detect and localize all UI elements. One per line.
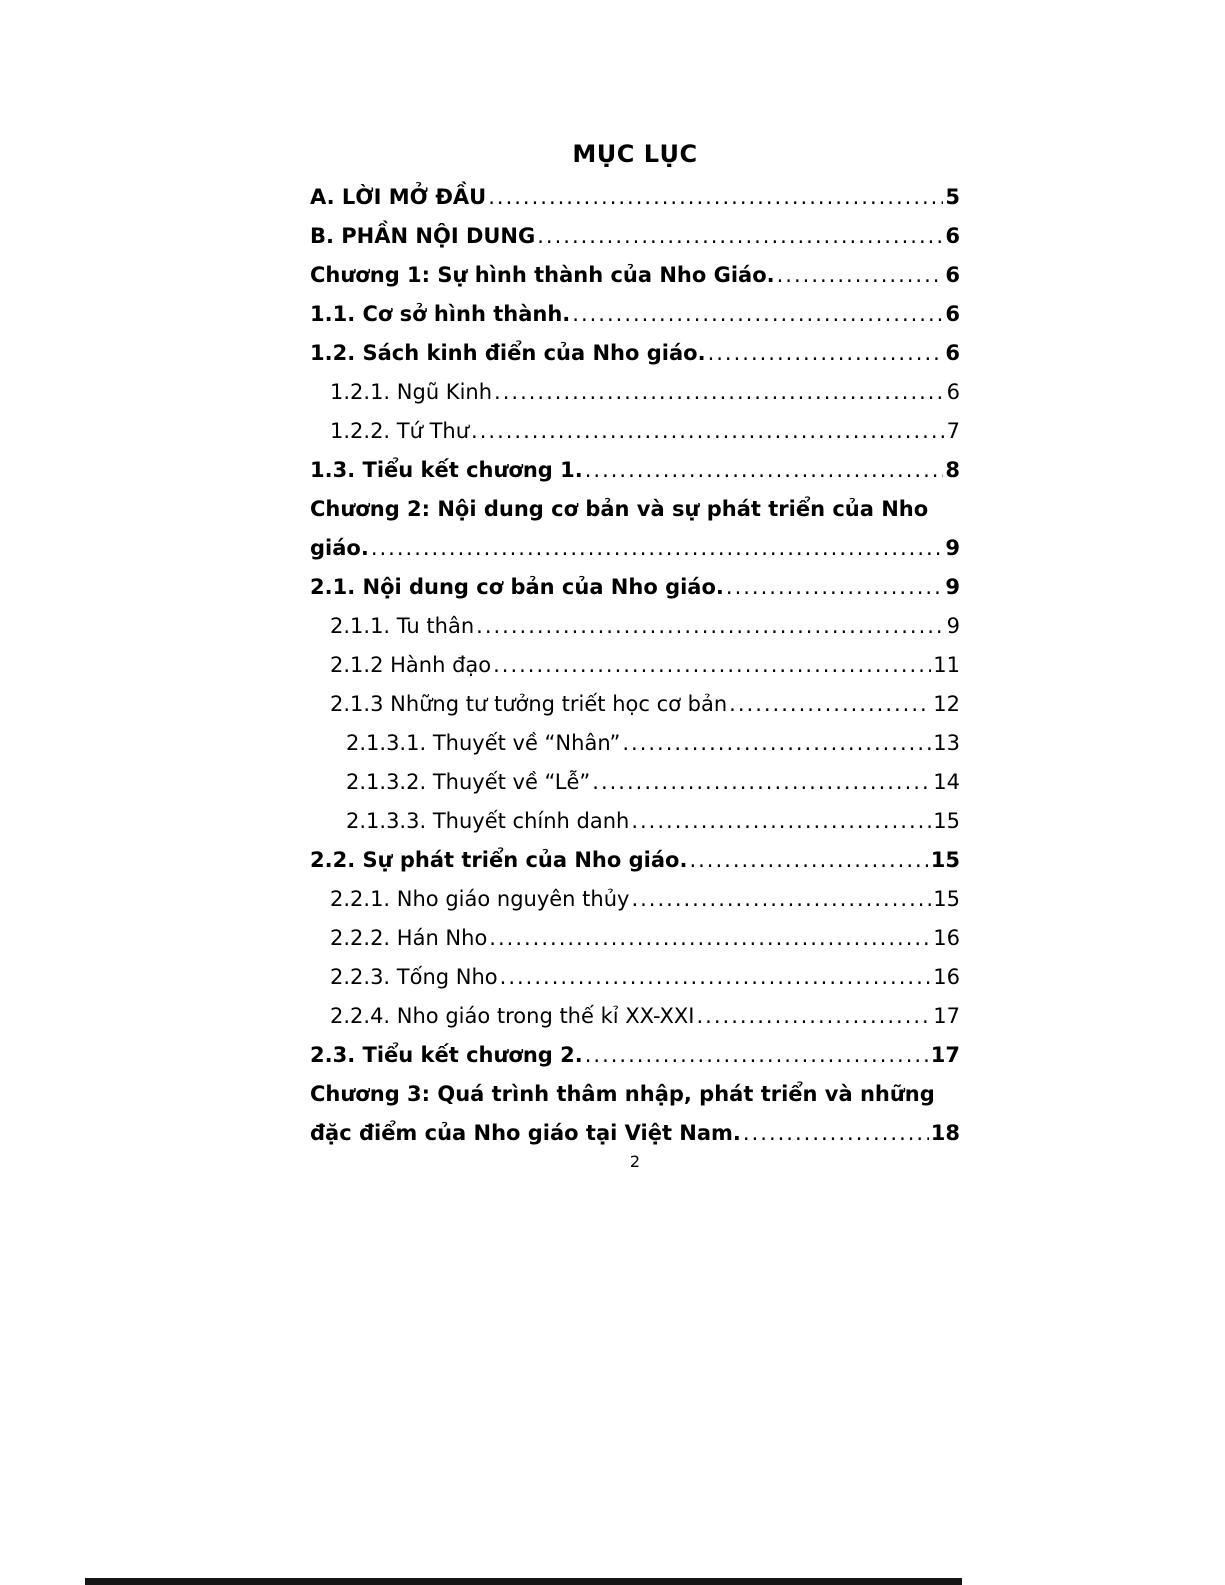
toc-entry-page: 6: [945, 302, 960, 326]
toc-entry: [310, 490, 960, 568]
dot-leader: [592, 763, 931, 802]
toc-entry-label: Chương 1: Sự hình thành của Nho Giáo.: [310, 263, 775, 287]
dot-leader: [489, 919, 931, 958]
toc-entry-label: B. PHẦN NỘI DUNG: [310, 224, 536, 248]
toc-entry-page: 6: [946, 380, 960, 404]
toc-entry-page: 15: [930, 848, 960, 872]
toc-entry: [310, 1036, 960, 1075]
toc-entry: [310, 880, 960, 919]
dot-leader: [631, 880, 931, 919]
toc-entry-label: 2.1.3 Những tư tưởng triết học cơ bản: [330, 692, 728, 716]
toc-entry-page: 9: [945, 575, 960, 599]
toc-entry: [310, 451, 960, 490]
toc-entry-label: 2.1.3.1. Thuyết về “Nhân”: [346, 731, 621, 755]
toc-entry-row: [310, 997, 960, 1036]
toc-entry-page: 9: [945, 536, 960, 560]
toc-entry: [310, 568, 960, 607]
toc-entry-label: 2.1. Nội dung cơ bản của Nho giáo.: [310, 575, 724, 599]
toc-entry: [310, 412, 960, 451]
toc-entry-label: đặc điểm của Nho giáo tại Việt Nam.: [310, 1121, 741, 1145]
toc-entry-row: [310, 958, 960, 997]
dot-leader: [371, 529, 944, 568]
toc-entry-row: [310, 724, 960, 763]
dot-leader: [585, 1036, 929, 1075]
toc-entry-page: 6: [945, 341, 960, 365]
dot-leader: [631, 802, 931, 841]
toc-entry-text-first-line: Chương 3: Quá trình thâm nhập, phát triển và những: [310, 1082, 935, 1106]
toc-entry-row: [310, 178, 960, 217]
dot-leader: [494, 373, 945, 412]
toc-entry-page: 6: [945, 263, 960, 287]
toc-entry-row: [310, 451, 960, 490]
dot-leader: [537, 217, 943, 256]
toc-entry-label: 2.2.1. Nho giáo nguyên thủy: [330, 887, 630, 911]
dot-leader: [476, 607, 944, 646]
toc-entry: [310, 763, 960, 802]
toc-entry: [310, 295, 960, 334]
toc-entry-label: 2.2. Sự phát triển của Nho giáo.: [310, 848, 688, 872]
toc-entry-row: [310, 841, 960, 880]
dot-leader: [697, 997, 932, 1036]
dot-leader: [726, 568, 943, 607]
toc-entry-row: [310, 217, 960, 256]
dot-leader: [500, 958, 932, 997]
toc-entry-page: 17: [930, 1043, 960, 1067]
dot-leader: [777, 256, 944, 295]
dot-leader: [743, 1114, 929, 1153]
toc-entry-page: 13: [933, 731, 960, 755]
toc-entry-label: 1.2.2. Tứ Thư: [330, 419, 470, 443]
dot-leader: [488, 178, 943, 217]
toc-entry-page: 7: [946, 419, 960, 443]
toc-entry-row: [310, 1036, 960, 1075]
toc-entry-page: 15: [933, 809, 960, 833]
toc-entry-page: 12: [933, 692, 960, 716]
dot-leader: [729, 685, 931, 724]
toc-entry-label: 1.3. Tiểu kết chương 1.: [310, 458, 583, 482]
toc-entry-row: [310, 1114, 960, 1153]
toc-entry-label: 2.1.3.2. Thuyết về “Lễ”: [346, 770, 591, 794]
toc-entry: [310, 919, 960, 958]
toc-entry-row: [310, 334, 960, 373]
toc-entry-label: 1.1. Cơ sở hình thành.: [310, 302, 571, 326]
toc-entry: [310, 802, 960, 841]
page-number-footer: 2: [629, 1152, 641, 1171]
toc-entry-label: 2.2.2. Hán Nho: [330, 926, 488, 950]
toc-entry: [310, 607, 960, 646]
next-page-edge: [85, 1578, 962, 1585]
toc-entry-row: [310, 685, 960, 724]
dot-leader: [493, 646, 931, 685]
toc-entry-page: 16: [933, 926, 960, 950]
toc-entry: [310, 334, 960, 373]
toc-entry: [310, 256, 960, 295]
toc-entry-label: 2.2.4. Nho giáo trong thế kỉ XX-XXI: [330, 1004, 695, 1028]
toc-entry-page: 16: [933, 965, 960, 989]
toc-entry-row: [310, 607, 960, 646]
dot-leader: [471, 412, 945, 451]
toc-entry-row: [310, 295, 960, 334]
toc-entry-row: [310, 763, 960, 802]
toc-entry-page: 11: [933, 653, 960, 677]
toc-entry-page: 6: [945, 224, 960, 248]
toc-entry-page: 15: [933, 887, 960, 911]
toc-entry-page: 5: [945, 185, 960, 209]
toc-entry: [310, 217, 960, 256]
toc-title: MỤC LỤC: [572, 140, 698, 168]
toc-entry-label: 1.2. Sách kinh điển của Nho giáo.: [310, 341, 706, 365]
toc-entry-row: [310, 919, 960, 958]
toc-entry-label: 2.2.3. Tống Nho: [330, 965, 498, 989]
toc-entry: [310, 1075, 960, 1153]
dot-leader: [572, 295, 943, 334]
toc-entry-row: [310, 880, 960, 919]
toc-entry-label: A. LỜI MỞ ĐẦU: [310, 185, 487, 209]
toc-entry: [310, 646, 960, 685]
toc-entry-row: [310, 256, 960, 295]
toc-entry-row: [310, 412, 960, 451]
toc-entry-row: [310, 529, 960, 568]
toc-entry-row: [310, 802, 960, 841]
toc-entry-text-first-line: Chương 2: Nội dung cơ bản và sự phát triển của Nho: [310, 497, 929, 521]
toc-entry-label: giáo.: [310, 536, 369, 560]
toc-entry: [310, 958, 960, 997]
toc-entry: [310, 685, 960, 724]
toc-entry-label: 1.2.1. Ngũ Kinh: [330, 380, 493, 404]
toc-entry-page: 9: [946, 614, 960, 638]
toc-entry: [310, 724, 960, 763]
toc-entry-label: 2.1.2 Hành đạo: [330, 653, 492, 677]
toc-entry-page: 8: [945, 458, 960, 482]
toc-entry-label: 2.1.3.3. Thuyết chính danh: [346, 809, 630, 833]
dot-leader: [708, 334, 944, 373]
toc-entry-label: 2.3. Tiểu kết chương 2.: [310, 1043, 583, 1067]
toc-entry: [310, 997, 960, 1036]
toc-entry-row: [310, 646, 960, 685]
toc-list: [310, 178, 960, 1153]
toc-entry-row: [310, 373, 960, 412]
dot-leader: [689, 841, 928, 880]
toc-entry: [310, 178, 960, 217]
toc-entry-label: 2.1.1. Tu thân: [330, 614, 475, 638]
toc-entry: [310, 373, 960, 412]
toc-entry-page: 18: [930, 1121, 960, 1145]
toc-entry-row: [310, 568, 960, 607]
dot-leader: [585, 451, 944, 490]
toc-entry-page: 17: [933, 1004, 960, 1028]
dot-leader: [622, 724, 931, 763]
toc-content: [310, 140, 960, 1153]
toc-entry-page: 14: [933, 770, 960, 794]
toc-entry: [310, 841, 960, 880]
